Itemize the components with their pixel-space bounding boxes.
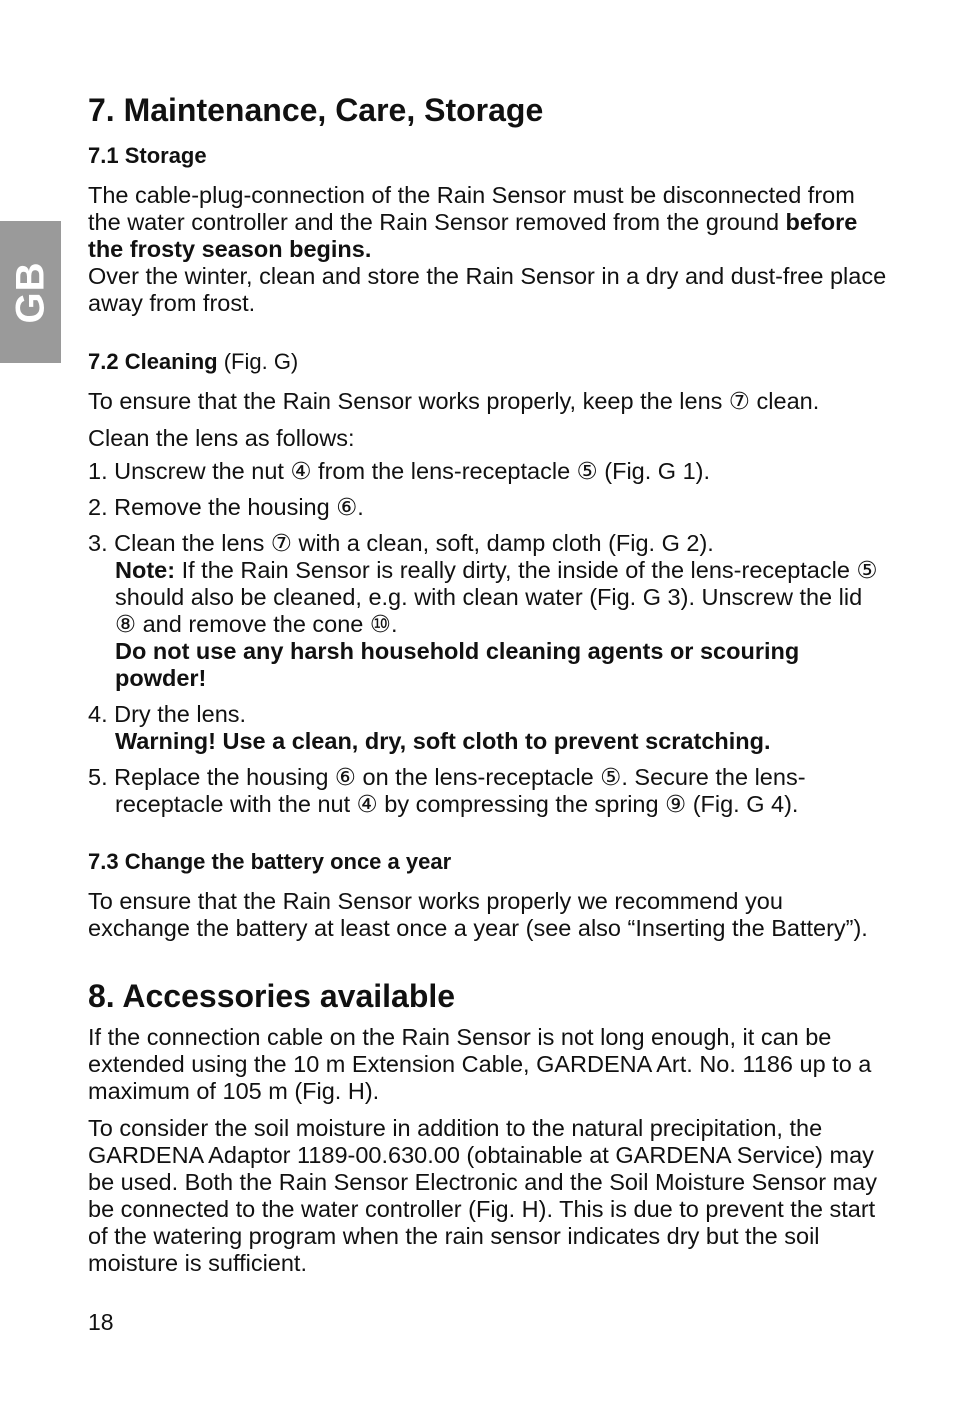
step-3-warning: Do not use any harsh household cleaning agents or scouring powder! <box>115 638 800 691</box>
section-7-1-heading: 7.1 Storage <box>88 143 207 168</box>
list-item <box>88 764 888 818</box>
list-item <box>88 701 888 755</box>
list-item <box>88 530 888 692</box>
cleaning-heading-figref: (Fig. G) <box>217 349 299 374</box>
list-item <box>88 458 888 485</box>
step-3-note <box>115 557 888 638</box>
battery-paragraph: To ensure that the Rain Sensor works properly we recommend you exchange the battery at least once a year (see also “Inserting the Battery”). <box>88 888 868 941</box>
section-7-3-heading: 7.3 Change the battery once a year <box>88 849 452 874</box>
storage-emphasis: before the frosty season begins. <box>88 209 858 262</box>
page-content <box>88 90 888 1287</box>
section-7-title: 7. Maintenance, Care, Storage <box>88 92 544 128</box>
cleaning-steps <box>88 458 888 818</box>
step-3-text: 3. Clean the lens ⑦ with a clean, soft, damp cloth (Fig. G 2). <box>88 530 714 556</box>
note-label: Note: <box>115 557 176 583</box>
storage-text: The cable-plug-connection of the Rain Sensor must be disconnected from the water controller and the Rain Sensor removed from the ground <box>88 182 855 235</box>
step-5-text: 5. Replace the housing ⑥ on the lens-receptacle ⑤. Secure the lens-receptacle with the nut ④ by compressing the spring ⑨ (Fig. G 4). <box>88 764 806 817</box>
language-tab <box>0 221 61 363</box>
step-4-warning: Warning! Use a clean, dry, soft cloth to prevent scratching. <box>115 728 771 754</box>
storage-paragraph-1 <box>88 182 888 317</box>
step-1-text: 1. Unscrew the nut ④ from the lens-receptacle ⑤ (Fig. G 1). <box>88 458 711 484</box>
cleaning-intro: To ensure that the Rain Sensor works properly, keep the lens ⑦ clean. <box>88 388 820 414</box>
storage-text-2: Over the winter, clean and store the Rain Sensor in a dry and dust-free place away from frost. <box>88 263 887 316</box>
cleaning-heading-text: 7.2 Cleaning <box>88 349 218 374</box>
cleaning-intro-2: Clean the lens as follows: <box>88 425 355 451</box>
accessories-paragraph-1: If the connection cable on the Rain Sensor is not long enough, it can be extended using the 10 m Extension Cable, GARDENA Art. No. 1186 up to a maximum of 105 m (Fig. H). <box>88 1024 872 1104</box>
section-7-2-heading <box>88 348 888 376</box>
note-text: If the Rain Sensor is really dirty, the inside of the lens-receptacle ⑤ should also be cleaned, e.g. with clean water (Fig. G 3). Unscrew the lid ⑧ and remove the cone ⑩. <box>115 557 878 637</box>
section-8-title: 8. Accessories available <box>88 978 456 1014</box>
page-number: 18 <box>88 1309 114 1335</box>
step-4-text: 4. Dry the lens. <box>88 701 247 727</box>
language-tab-label: GB <box>8 261 52 323</box>
list-item <box>88 494 888 521</box>
step-2-text: 2. Remove the housing ⑥. <box>88 494 364 520</box>
accessories-paragraph-2: To consider the soil moisture in addition to the natural precipitation, the GARDENA Adaptor 1189-00.630.00 (obtainable at GARDENA Service) may be used. Both the Rain Sensor Electronic and the Soil Moisture Sensor may be connected to the water controller (Fig. H). This is due to prevent the start of the watering program when the rain sensor indicates dry but the soil moisture is sufficient. <box>88 1115 877 1276</box>
